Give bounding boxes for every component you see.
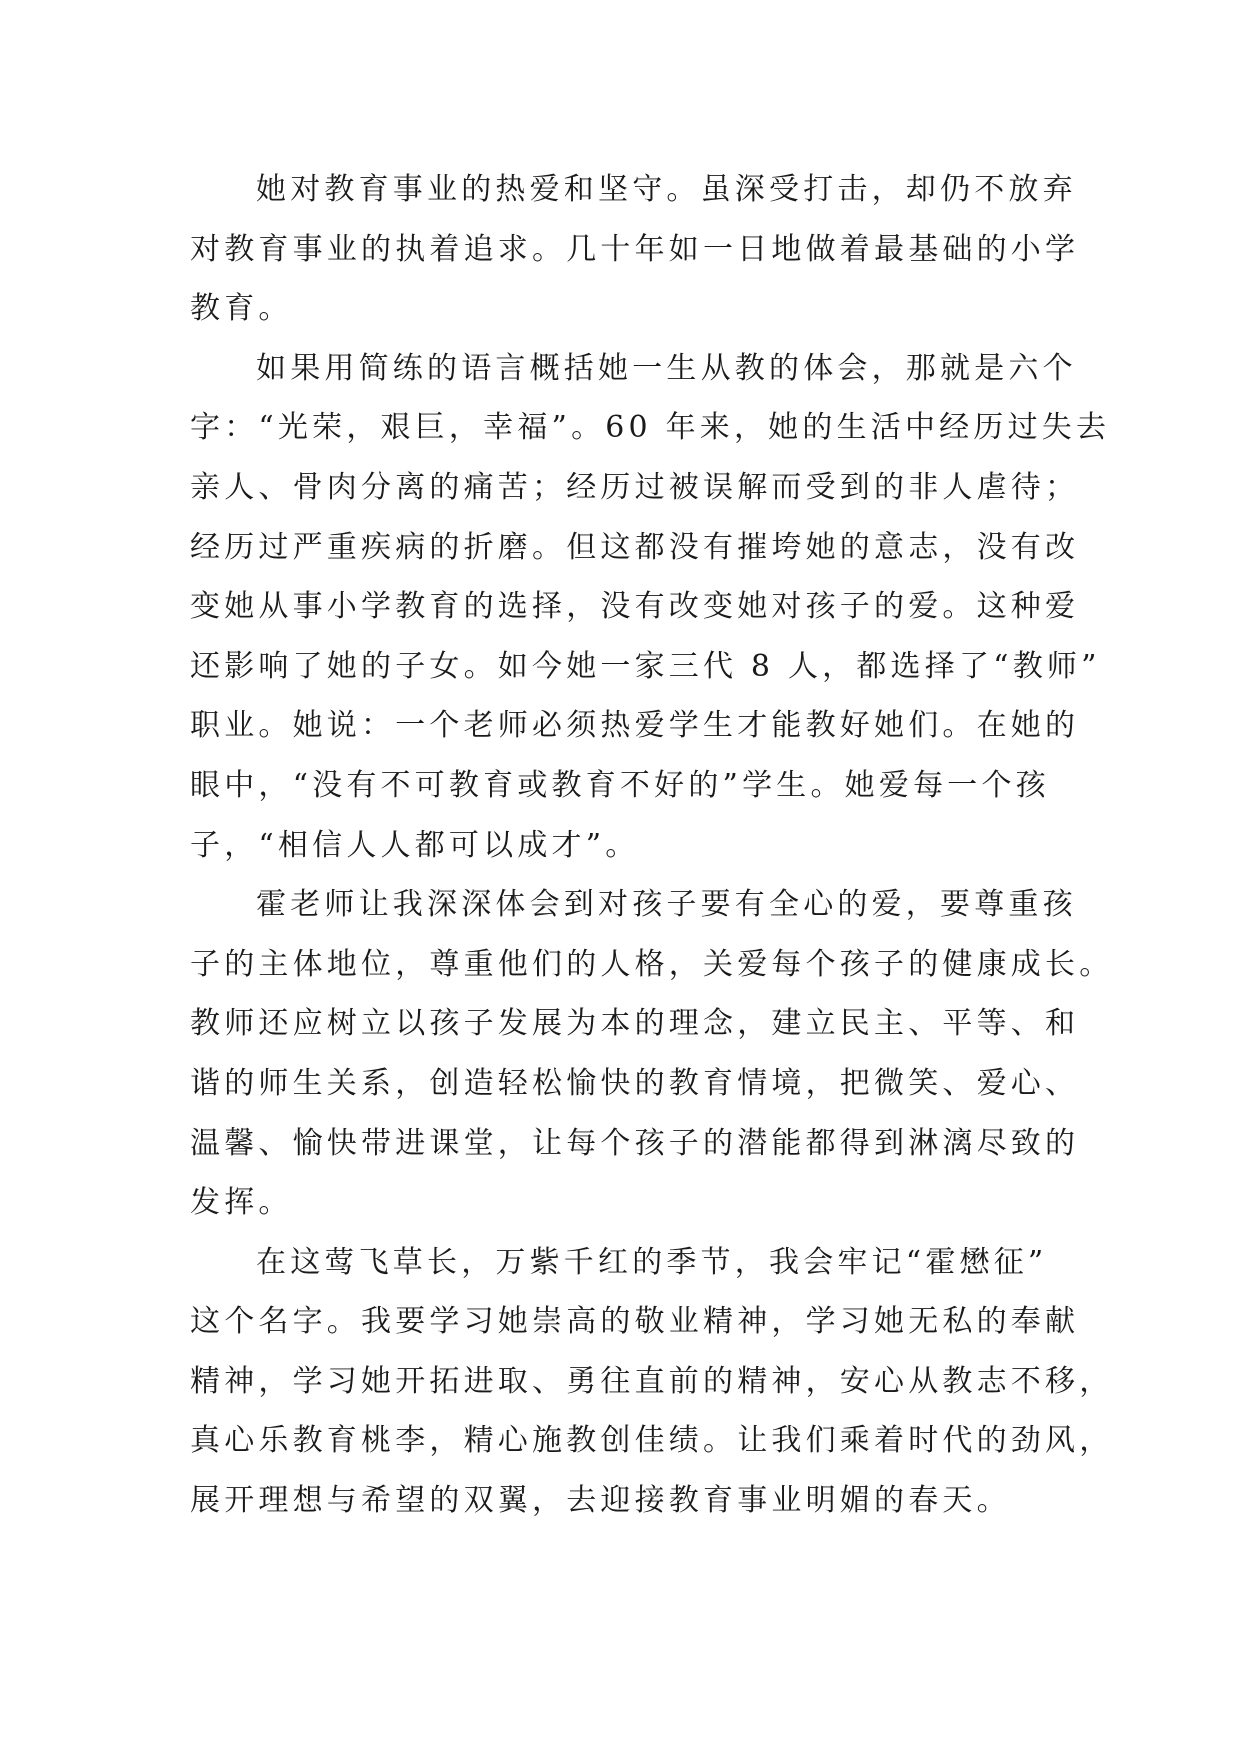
- paragraph-line: 教师还应树立以孩子发展为本的理念，建立民主、平等、和: [190, 1006, 1080, 1042]
- paragraph-line: 经历过严重疾病的折磨。但这都没有摧垮她的意志，没有改: [190, 529, 1080, 565]
- paragraph-line: 亲人、骨肉分离的痛苦；经历过被误解而受到的非人虐待；: [190, 469, 1080, 505]
- paragraph-line: 子的主体地位，尊重他们的人格，关爱每个孩子的健康成长。: [190, 946, 1114, 982]
- paragraph-line: 还影响了她的子女。如今她一家三代 8 人，都选择了“教师”: [190, 648, 1101, 684]
- paragraph-line: 字：“光荣，艰巨，幸福”。60 年来，她的生活中经历过失去: [190, 410, 1111, 446]
- paragraph-4: [190, 1233, 1114, 1531]
- paragraph-line: 如果用简练的语言概括她一生从教的体会，那就是六个: [256, 350, 1077, 386]
- document-body: [190, 160, 1114, 1531]
- paragraph-line: 霍老师让我深深体会到对孩子要有全心的爱，要尊重孩: [256, 887, 1077, 923]
- paragraph-line: 变她从事小学教育的选择，没有改变她对孩子的爱。这种爱: [190, 589, 1080, 625]
- paragraph-line: 她对教育事业的热爱和坚守。虽深受打击，却仍不放弃: [256, 172, 1077, 207]
- paragraph-line: 温馨、愉快带进课堂，让每个孩子的潜能都得到淋漓尽致的: [190, 1125, 1080, 1161]
- paragraph-line: 教育。: [190, 291, 293, 327]
- paragraph-line: 职业。她说：一个老师必须热爱学生才能教好她们。在她的: [190, 708, 1080, 744]
- paragraph-1: [190, 160, 1080, 339]
- paragraph-line: 真心乐教育桃李，精心施教创佳绩。让我们乘着时代的劲风，: [190, 1423, 1114, 1459]
- paragraph-line: 在这莺飞草长，万紫千红的季节，我会牢记“霍懋征”: [256, 1244, 1048, 1280]
- paragraph-line: 精神，学习她开拓进取、勇往直前的精神，安心从教志不移，: [190, 1363, 1114, 1399]
- paragraph-line: 展开理想与希望的双翼，去迎接教育事业明媚的春天。: [190, 1483, 1011, 1519]
- paragraph-3: [190, 875, 1114, 1233]
- paragraph-line: 对教育事业的执着追求。几十年如一日地做着最基础的小学: [190, 231, 1080, 267]
- paragraph-line: 子，“相信人人都可以成才”。: [190, 827, 640, 863]
- paragraph-line: 这个名字。我要学习她崇高的敬业精神，学习她无私的奉献: [190, 1304, 1080, 1340]
- paragraph-line: 发挥。: [190, 1185, 293, 1221]
- paragraph-line: 谐的师生关系，创造轻松愉快的教育情境，把微笑、爱心、: [190, 1065, 1080, 1101]
- paragraph-2: [190, 339, 1111, 875]
- paragraph-line: 眼中，“没有不可教育或教育不好的”学生。她爱每一个孩: [190, 767, 1050, 803]
